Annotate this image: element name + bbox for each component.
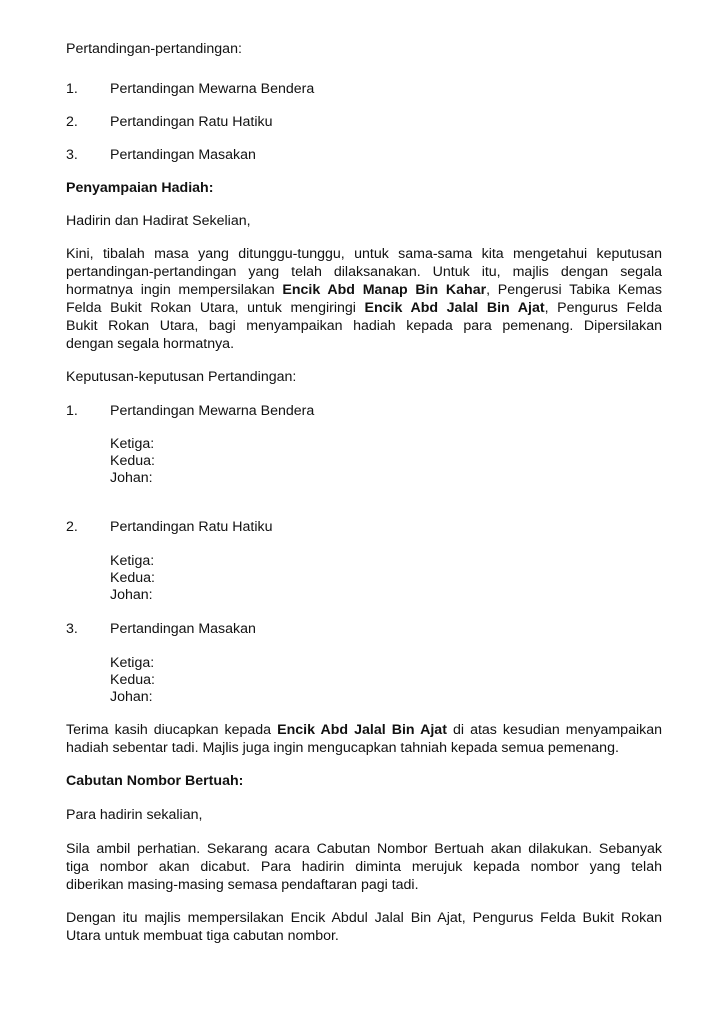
competition-name: Pertandingan Ratu Hatiku: [110, 114, 273, 130]
result-number: 3.: [66, 621, 78, 637]
paragraph-line: Utara untuk membuat tiga cabutan nombor.: [66, 928, 339, 944]
paragraph-line: hadiah sebentar tadi. Majlis juga ingin mengucapkan tahniah kepada semua pemenang.: [66, 740, 619, 756]
place-label: Kedua:: [110, 453, 155, 469]
results-heading: Keputusan-keputusan Pertandingan:: [66, 369, 297, 385]
competition-name: Pertandingan Mewarna Bendera: [110, 81, 315, 97]
place-label: Kedua:: [110, 570, 155, 586]
paragraph-line: Kini, tibalah masa yang ditunggu-tunggu, untuk sama-sama kita mengetahui keputusan: [66, 246, 662, 262]
competition-number: 1.: [66, 81, 78, 97]
prize-heading: Penyampaian Hadiah:: [66, 180, 214, 196]
place-label: Johan:: [110, 689, 153, 705]
greeting-1: Hadirin dan Hadirat Sekelian,: [66, 213, 251, 229]
name-abd-jalal: Encik Abd Jalal Bin Ajat: [277, 722, 447, 738]
paragraph-line: Sila ambil perhatian. Sekarang acara Cabutan Nombor Bertuah akan dilakukan. Sebanyak: [66, 841, 662, 857]
competition-number: 3.: [66, 147, 78, 163]
competition-number: 2.: [66, 114, 78, 130]
paragraph-line: Dengan itu majlis mempersilakan Encik Abdul Jalal Bin Ajat, Pengurus Felda Bukit Rokan: [66, 910, 662, 926]
paragraph-line: dengan segala hormatnya.: [66, 336, 235, 352]
paragraph-line: diberikan masing-masing semasa pendaftaran pagi tadi.: [66, 877, 419, 893]
paragraph-line: tiga nombor akan dicabut. Para hadirin diminta merujuk kepada nombor yang telah: [66, 859, 662, 875]
place-label: Kedua:: [110, 672, 155, 688]
result-name: Pertandingan Ratu Hatiku: [110, 519, 273, 535]
result-name: Pertandingan Masakan: [110, 621, 256, 637]
result-number: 1.: [66, 403, 78, 419]
name-abd-manap: Encik Abd Manap Bin Kahar: [282, 282, 487, 298]
place-label: Ketiga:: [110, 436, 155, 452]
competition-name: Pertandingan Masakan: [110, 147, 256, 163]
intro-text: Pertandingan-pertandingan:: [66, 41, 242, 57]
name-abd-jalal: Encik Abd Jalal Bin Ajat: [364, 300, 545, 316]
place-label: Ketiga:: [110, 553, 155, 569]
place-label: Johan:: [110, 470, 153, 486]
paragraph-line: pertandingan-pertandingan yang telah dilaksanakan. Untuk itu, majlis dengan segala: [66, 264, 662, 280]
paragraph-line: Felda Bukit Rokan Utara, untuk mengiringi Encik Abd Jalal Bin Ajat, Pengurus Felda: [66, 300, 662, 316]
place-label: Ketiga:: [110, 655, 155, 671]
place-label: Johan:: [110, 587, 153, 603]
paragraph-line: Bukit Rokan Utara, bagi menyampaikan hadiah kepada para pemenang. Dipersilakan: [66, 318, 662, 334]
lucky-draw-heading: Cabutan Nombor Bertuah:: [66, 773, 244, 789]
greeting-2: Para hadirin sekalian,: [66, 807, 203, 823]
result-number: 2.: [66, 519, 78, 535]
paragraph-line: hormatnya ingin mempersilakan Encik Abd Manap Bin Kahar, Pengerusi Tabika Kemas: [66, 282, 663, 298]
result-name: Pertandingan Mewarna Bendera: [110, 403, 315, 419]
paragraph-line: Terima kasih diucapkan kepada Encik Abd Jalal Bin Ajat di atas kesudian menyampaikan: [66, 722, 662, 738]
